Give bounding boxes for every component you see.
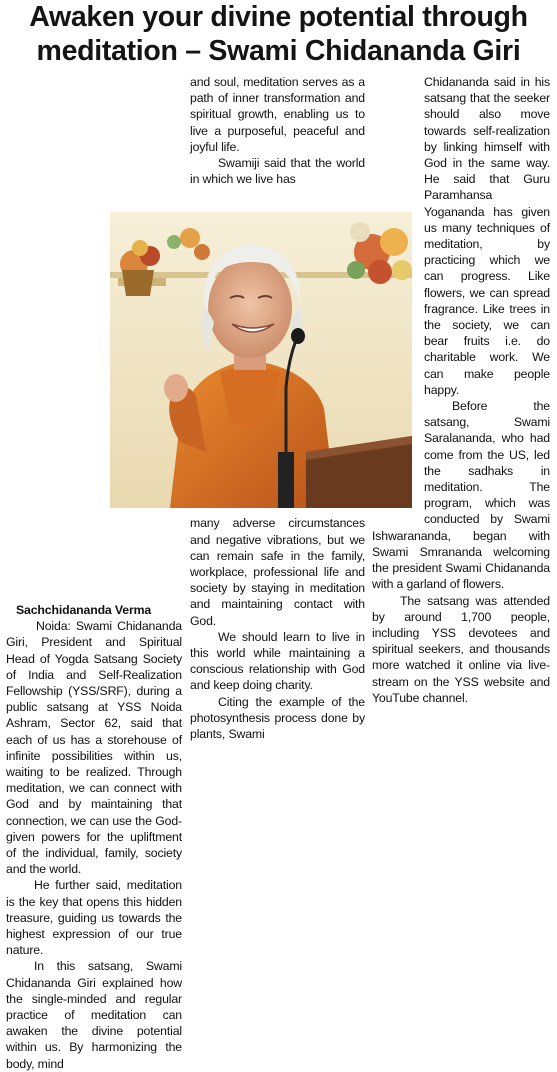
speaker-face — [208, 258, 292, 358]
headline — [0, 0, 557, 72]
paragraph: many adverse circumstances and negative vibrations, but we can remain safe in the family, workplace, professional life and society by staying in meditation and maintaining contact with God. — [190, 516, 365, 628]
paragraph: In this satsang, Swami Chidananda Giri explained how the single-minded and regular practice of meditation can awaken the divine potential within us. By harmonizing the body, mind — [6, 959, 182, 1071]
paragraph: Before the satsang, Swami Saralananda, who had come from the US, led the sadhaks in meditation. The program, which was conducted by Swami Ishwarananda, began with Swami Smrananda welcoming the president Swami Chidananda with a garland of flowers. — [372, 399, 550, 592]
paragraph: Chidananda said in his satsang that the seeker should also move towards self-realization by linking himself with God in the same way. He said that Guru Paramhansa Yogananda has given us many techniques of meditation, by practicing which we can progress. Like flowers, we can spread fragrance. Like trees in the society, we can bear fruits i.e. do charitable work. We can make people happy. — [424, 75, 550, 397]
paragraph: and soul, meditation serves as a path of inner transformation and spiritual growth, enabling us to live a purposeful, peaceful and joyful life. — [190, 75, 365, 154]
headline-line-1: Awaken your divine potential through — [29, 1, 528, 33]
paragraph: Noida: Swami Chidananda Giri, President and Spiritual Head of Yogda Satsang Society of India and Self-Realization Fellowship (YSS/SRF), during a public satsang at YSS Noida Ashram, Sector 62, said that each of us has a storehouse of infinite possibilities within us, waiting to be realized. Through meditation, we can connect with God and by maintaining that connection, we can use the God-given powers for the upliftment of the individual, family, society and the world. — [6, 619, 182, 877]
speaker-photo — [110, 212, 412, 508]
byline: Sachchidananda Verma — [16, 603, 152, 617]
paragraph: We should learn to live in this world while maintaining a conscious relationship with God and keep doing charity. — [190, 629, 365, 693]
paragraph: He further said, meditation is the key that opens this hidden treasure, guiding us towards the highest expression of our true nature. — [6, 878, 182, 958]
paragraph: Citing the example of the photosynthesis process done by plants, Swami — [190, 694, 365, 742]
paragraph: The satsang was attended by around 1,700 people, including YSS devotees and spiritual seekers, and thousands more watched it online via live-stream on the YSS website and YouTube channel. — [372, 593, 550, 705]
paragraph: Swamiji said that the world in which we live has — [190, 156, 365, 187]
headline-line-2: meditation – Swami Chidananda Giri — [36, 35, 521, 67]
speaker-photo-illustration — [110, 212, 412, 508]
